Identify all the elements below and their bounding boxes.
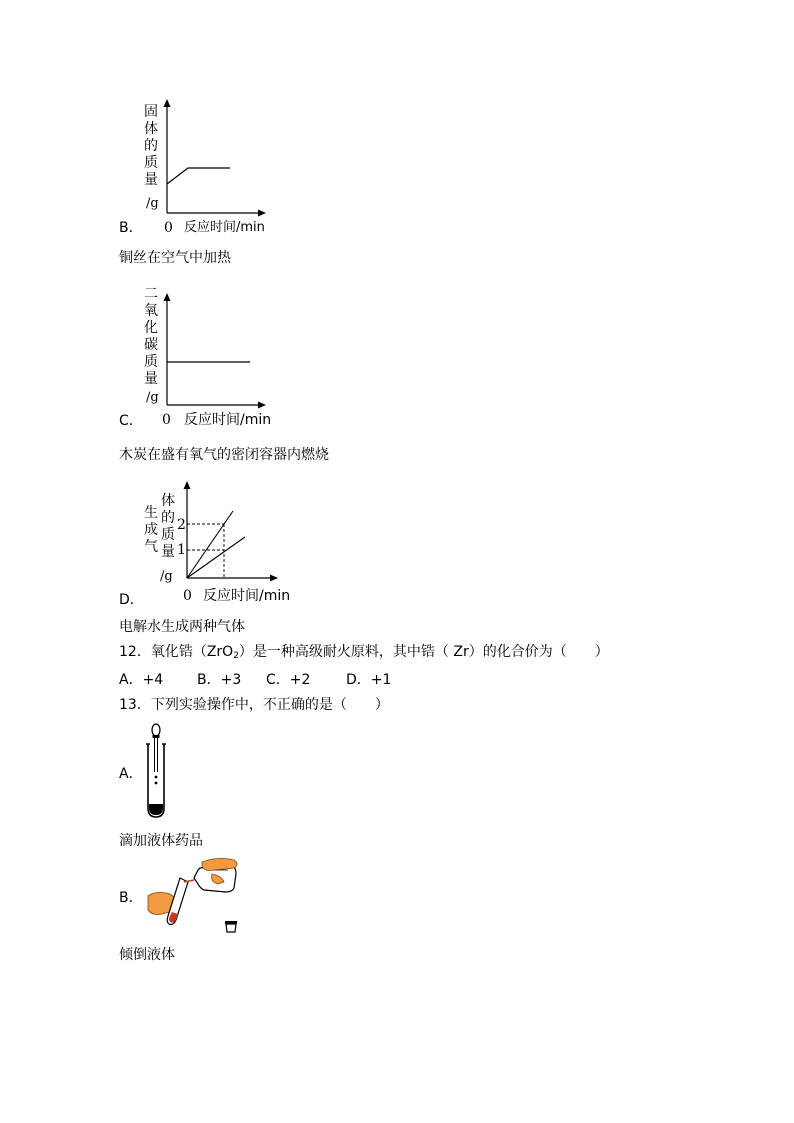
q12-option-a: A．+4 <box>119 672 164 688</box>
q12-option-c: C．+2 <box>266 672 311 688</box>
dropper-collar <box>153 735 160 738</box>
graph-d-tick-1: 1 <box>177 542 186 558</box>
q13-option-b: B． <box>119 890 143 906</box>
graph-d-caption: 电解水生成两种气体 <box>119 619 245 635</box>
graph-d-x-arrow <box>270 575 278 582</box>
graph-b-y-char: 量 <box>144 172 158 188</box>
graph-d-y-char: 质 <box>161 527 175 543</box>
graph-d-line-oxygen <box>187 537 245 578</box>
q12-option-b: B．+3 <box>197 672 242 688</box>
q12-stem-sub: 2 <box>233 651 239 661</box>
graph-c-y-char: 质 <box>144 354 158 370</box>
graph-c-y-char: 二 <box>144 286 158 302</box>
graph-d-y-char: 成 <box>144 522 158 538</box>
graph-d-option: D． <box>119 592 144 608</box>
graph-d-y-arrow <box>184 481 191 489</box>
bottle-stopper <box>226 924 236 932</box>
graph-b-y-unit: /g <box>146 196 159 211</box>
graph-c-caption: 木炭在盛有氧气的密闭容器内燃烧 <box>119 447 329 463</box>
graph-b-y-char: 体 <box>144 121 158 137</box>
graph-b-option: B． <box>119 220 143 236</box>
graph-b-y-char: 质 <box>144 155 158 171</box>
graph-d-y-char: 体 <box>161 493 175 509</box>
graph-c-y-char: 氧 <box>144 303 158 319</box>
graph-d-origin: 0 <box>183 588 192 604</box>
q12-stem-post: ）是一种高级耐火原料，其中锆（ Zr）的化合价为（ ） <box>238 644 609 660</box>
graph-d-y-unit: /g <box>160 569 173 584</box>
graph-c-x-label: 反应时间/min <box>184 412 272 428</box>
graph-d-y-char: 生 <box>144 505 158 521</box>
q12-option-d: D．+1 <box>346 672 392 688</box>
dropper-bulb <box>152 724 160 736</box>
graph-d-tick-2: 2 <box>177 517 186 533</box>
droplet <box>155 782 158 785</box>
graph-b-y-char: 的 <box>144 138 158 154</box>
graph-d-y-char: 气 <box>144 539 158 555</box>
q13-stem: 13．下列实验操作中，不正确的是（ ） <box>119 697 389 713</box>
graph-c-y-unit: /g <box>146 390 159 405</box>
q13-option-a: A． <box>119 766 143 782</box>
q13-caption-b: 倾倒液体 <box>119 947 175 963</box>
graph-d-line-hydrogen <box>187 511 233 578</box>
graph-b-caption: 铜丝在空气中加热 <box>119 250 231 266</box>
graph-d-x-label: 反应时间/min <box>203 588 291 604</box>
stopper-top <box>225 921 237 924</box>
pouring-liquid-illustration <box>142 854 242 940</box>
graph-c-y-char: 碳 <box>144 337 158 353</box>
graph-d-y-char: 量 <box>161 544 175 560</box>
test-tube-liquid <box>149 804 163 815</box>
q13-caption-a: 滴加液体药品 <box>119 833 203 849</box>
graph-c-option: C． <box>119 413 143 429</box>
graph-b-x-label: 反应时间/min <box>184 220 265 235</box>
droplet <box>155 776 158 779</box>
graph-c-y-char: 化 <box>144 320 158 336</box>
graph-b-origin: 0 <box>164 220 173 236</box>
graph-c-y-char: 量 <box>144 371 158 387</box>
graph-c-origin: 0 <box>162 412 171 428</box>
q12-stem <box>119 644 609 664</box>
graph-d-y-char: 的 <box>161 510 175 526</box>
dropper-in-test-tube-illustration <box>140 722 180 822</box>
q12-stem-pre: 12．氧化锆（ZrO <box>119 644 234 660</box>
graph-b-y-char: 固 <box>144 104 158 120</box>
